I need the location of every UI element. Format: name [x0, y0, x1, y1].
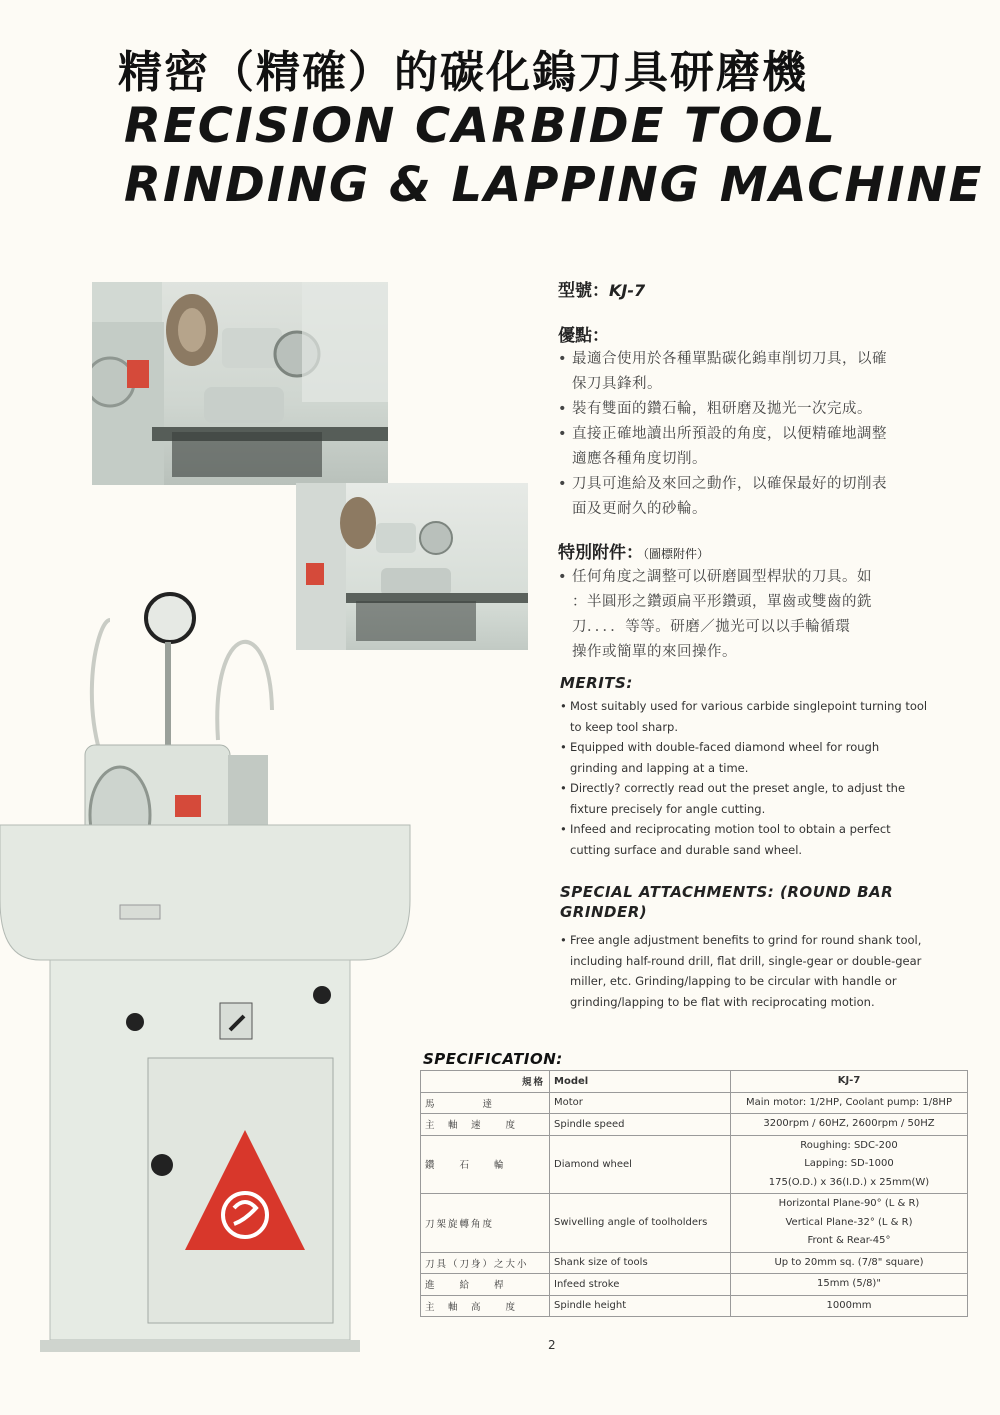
table-row: 刀具（刀身）之大小 Shank size of tools Up to 20mm sq. (7/8" square) [421, 1252, 968, 1274]
machine-illustration [0, 560, 420, 1360]
special-attachments-list-zh [558, 565, 978, 665]
specification-heading: SPECIFICATION: [423, 1050, 563, 1068]
table-row: 鑽 石 輪 Diamond wheel Roughing: SDC-200 Lapping: SD-1000 175(O.D.) x 36(I.D.) x 25mm(W) [421, 1135, 968, 1194]
table-row: 馬 達 Motor Main motor: 1/2HP, Coolant pump: 1/8HP [421, 1092, 968, 1114]
merits-heading: MERITS: [560, 674, 633, 692]
special-attachments-heading-zh: 特別附件：（圖標附件） [558, 543, 710, 563]
table-row: 規格 Model KJ-7 [421, 1071, 968, 1093]
list-item: • 刀具可進給及來回之動作，以確保最好的切削表 面及更耐久的砂輪。 [558, 472, 978, 522]
title-chinese: 精密（精確）的碳化鎢刀具研磨機 [118, 47, 808, 98]
special-attachments-list-en [560, 930, 965, 1012]
model-label: 型號： [558, 281, 609, 301]
list-item: • 最適合使用於各種單點碳化鎢車削切刀具，以確 保刀具鋒利。 [558, 347, 978, 397]
special-attachments-note: （圖標附件） [643, 547, 710, 561]
table-row: 進 給 桿 Infeed stroke 15mm (5/8)" [421, 1274, 968, 1296]
product-photo-closeup-1 [92, 282, 388, 485]
title-english-line-1: RECISION CARBIDE TOOL [124, 98, 838, 154]
table-row: 主 軸 高 度 Spindle height 1000mm [421, 1295, 968, 1317]
list-item: • Equipped with double-faced diamond wheel for rough grinding and lapping at a time. [560, 737, 965, 778]
table-row: 主 軸 速 度 Spindle speed 3200rpm / 60HZ, 2600rpm / 50HZ [421, 1114, 968, 1136]
list-item: • 直接正確地讀出所預設的角度，以便精確地調整 適應各種角度切削。 [558, 422, 978, 472]
page-number: 2 [548, 1338, 556, 1352]
list-item: • Directly? correctly read out the preset angle, to adjust the fixture precisely for angle cutting. [560, 778, 965, 819]
list-item: • Free angle adjustment benefits to grind for round shank tool, including half-round drill, flat drill, single-gear or double-gear miller, etc. Grinding/lapping to be circular with handle or grinding/lapping to be flat with reciprocating motion. [560, 930, 965, 1012]
model-value: KJ-7 [609, 281, 646, 300]
list-item: • 任何角度之調整可以研磨圓型桿狀的刀具。如 ：半圓形之鑽頭扁平形鑽頭，單齒或雙齒的銑 刀．．．．等等。研磨／拋光可以以手輪循環 操作或簡單的來回操作。 [558, 565, 978, 665]
model-line [558, 276, 645, 301]
advantages-list [558, 347, 978, 522]
advantages-heading: 優點： [558, 326, 609, 346]
specification-table [420, 1070, 968, 1317]
list-item: • Infeed and reciprocating motion tool to obtain a perfect cutting surface and durable sand wheel. [560, 819, 965, 860]
list-item: • 裝有雙面的鑽石輪，粗研磨及拋光一次完成。 [558, 397, 978, 422]
table-row: 刀架旋轉角度 Swivelling angle of toolholders Horizontal Plane-90° (L & R) Vertical Plane-32° (L & R) Front & Rear-45° [421, 1194, 968, 1253]
title-english-line-2: RINDING & LAPPING MACHINE [124, 157, 984, 213]
merits-list [560, 696, 965, 860]
special-attachments-heading-en: SPECIAL ATTACHMENTS: (ROUND BAR GRINDER) [560, 883, 894, 921]
list-item: • Most suitably used for various carbide singlepoint turning tool to keep tool sharp. [560, 696, 965, 737]
